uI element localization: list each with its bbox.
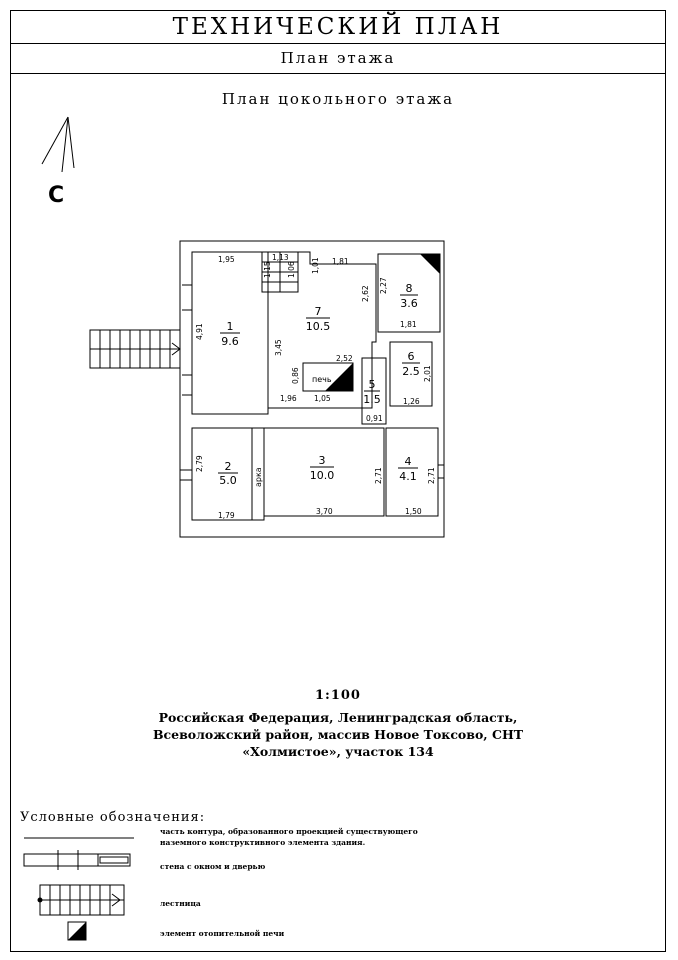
dim-r1-side: 4,91	[195, 323, 204, 340]
dim-r4-side: 2,71	[427, 467, 436, 484]
dim-stove-side: 0,86	[291, 367, 300, 384]
room-7-area: 10.5	[305, 320, 331, 333]
room-2-number: 2	[224, 460, 232, 473]
room-2-area: 5.0	[219, 474, 237, 487]
room-8-number: 8	[405, 282, 413, 295]
dim-stove-b2: 1,05	[314, 394, 331, 403]
room-5-area: 1.5	[363, 393, 381, 406]
address-line-3: «Холмистое», участок 134	[242, 744, 434, 759]
dim-r3-side: 2,71	[374, 467, 383, 484]
room-8-area: 3.6	[400, 297, 418, 310]
dim-r3-bottom: 3,70	[316, 507, 333, 516]
dim-r7-side: 3,45	[274, 339, 283, 356]
legend-contour-text-2: наземного конструктивного элемента здания.	[160, 838, 366, 847]
dim-stove-top: 2,52	[336, 354, 353, 363]
room-1-number: 1	[226, 320, 234, 333]
dim-r6-bottom: 1,26	[403, 397, 420, 406]
dim-r2-side: 2,79	[195, 455, 204, 472]
room-7-number: 7	[314, 305, 322, 318]
room-4-area: 4.1	[399, 470, 417, 483]
plan-subtitle: План цокольного этажа	[221, 90, 455, 108]
north-label: С	[48, 183, 65, 208]
legend-wall-text: стена с окном и дверью	[160, 862, 266, 871]
dim-stair-b: 1,13	[272, 253, 289, 262]
legend-title: Условные обозначения:	[20, 810, 206, 825]
room-6-area: 2.5	[402, 365, 420, 378]
address-line-2: Всеволожский район, массив Новое Токсово, СНТ	[152, 727, 524, 742]
dim-stair-a: 1,15	[263, 261, 272, 278]
room-3-number: 3	[318, 454, 326, 467]
room-6-number: 6	[407, 350, 415, 363]
dim-r7-b: 1,81	[332, 257, 349, 266]
address-line-1: Российская Федерация, Ленинградская область,	[158, 710, 518, 725]
room-4-number: 4	[404, 455, 412, 468]
dim-r6-side: 2,01	[423, 365, 432, 382]
legend-stair-symbol	[38, 885, 124, 915]
dim-stair-c: 1,06	[287, 261, 296, 278]
dim-stove-b1: 1,96	[280, 394, 297, 403]
stove-label: печь	[312, 375, 332, 384]
dim-r8-bottom: 1,81	[400, 320, 417, 329]
section-title: План этажа	[10, 44, 666, 74]
scale-label: 1:100	[315, 688, 361, 703]
legend-stove-text: элемент отопительной печи	[160, 929, 285, 938]
legend-stove-icon	[68, 922, 86, 940]
dim-r8-b: 2,27	[379, 277, 388, 294]
legend-stairs-text: лестница	[160, 899, 201, 908]
dim-r2-bottom: 1,79	[218, 511, 235, 520]
legend-contour-text-1: часть контура, образованного проекцией существующего	[160, 827, 418, 836]
dim-r1-top: 1,95	[218, 255, 235, 264]
room-5-number: 5	[368, 378, 376, 391]
dim-r5-bottom: 0,91	[366, 414, 383, 423]
arch-label: арка	[254, 467, 263, 487]
document-title: ТЕХНИЧЕСКИЙ ПЛАН	[10, 10, 666, 44]
dim-r8-a: 2,62	[361, 285, 370, 302]
dim-r7-a: 1,01	[311, 257, 320, 274]
dim-r4-bottom: 1,50	[405, 507, 422, 516]
legend-wall-symbol	[24, 850, 130, 870]
room-1-area: 9.6	[221, 335, 239, 348]
room-3-area: 10.0	[309, 469, 335, 482]
